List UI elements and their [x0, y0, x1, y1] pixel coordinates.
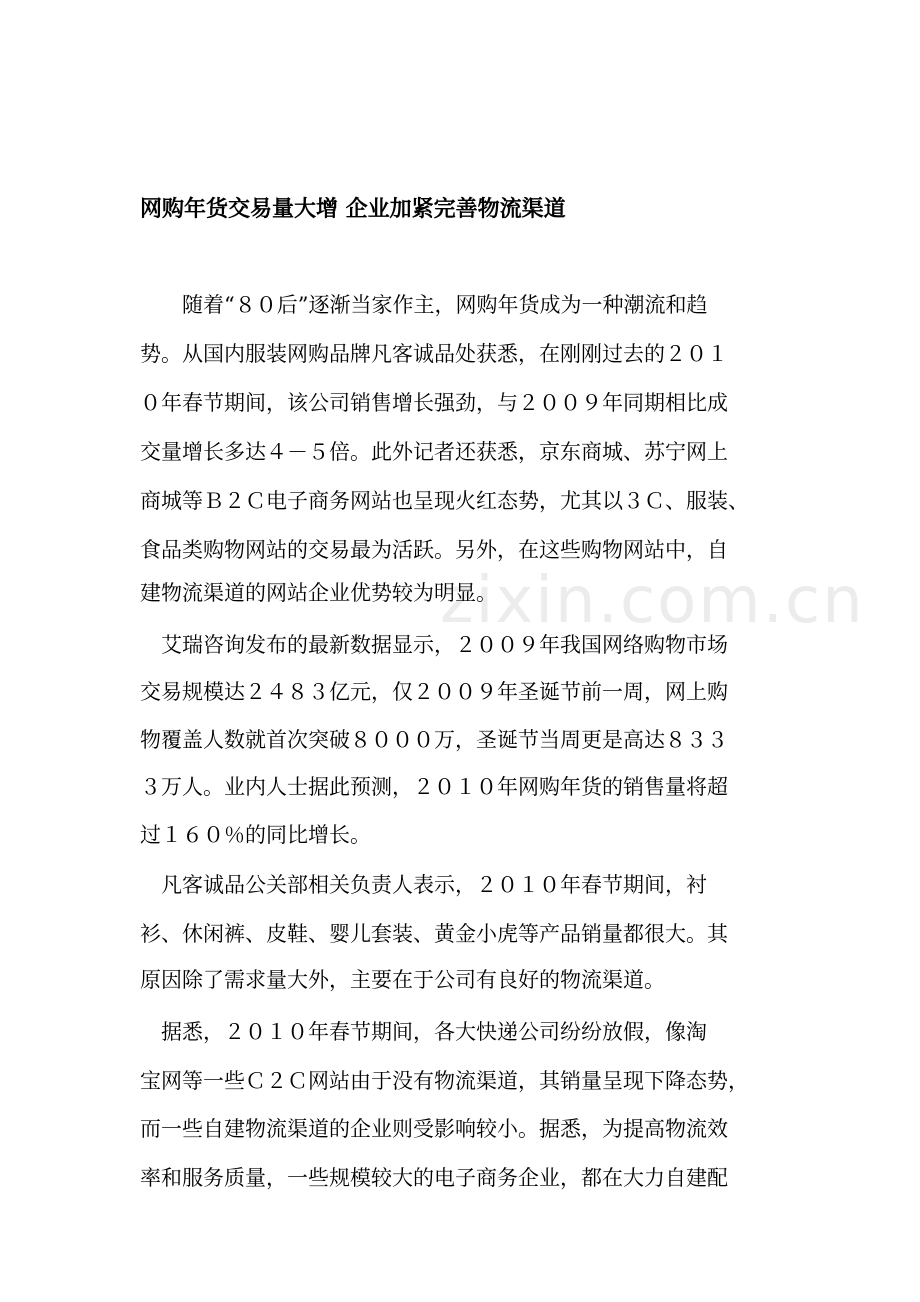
- body-line: 交易规模达２４８３亿元，仅２００９年圣诞节前一周，网上购: [140, 680, 728, 704]
- body-line: 凡客诚品公关部相关负责人表示，２０１０年春节期间，衬: [140, 873, 707, 897]
- body-line: 过１６０％的同比增长。: [140, 823, 371, 847]
- body-line: ３万人。业内人士据此预测，２０１０年网购年货的销售量将超: [140, 775, 728, 799]
- article-title: 网购年货交易量大增 企业加紧完善物流渠道: [140, 197, 566, 222]
- body-line: 艾瑞咨询发布的最新数据显示，２００９年我国网络购物市场: [140, 633, 728, 657]
- body-line: 建物流渠道的网站企业优势较为明显。: [140, 581, 497, 605]
- body-line: 势。从国内服装网购品牌凡客诚品处获悉，在刚刚过去的２０１: [140, 342, 728, 366]
- watermark: zixin.com.cn: [440, 564, 865, 638]
- body-line: 而一些自建物流渠道的企业则受影响较小。据悉，为提高物流效: [140, 1117, 728, 1141]
- body-line: 物覆盖人数就首次突破８０００万，圣诞节当周更是高达８３３: [140, 728, 728, 752]
- body-line: 商城等Ｂ２Ｃ电子商务网站也呈现火红态势，尤其以３Ｃ、服装、: [140, 489, 749, 513]
- body-line: ０年春节期间，该公司销售增长强劲，与２００９年同期相比成: [140, 391, 728, 415]
- body-line: 交量增长多达４－５倍。此外记者还获悉，京东商城、苏宁网上: [140, 440, 728, 464]
- body-line: 据悉，２０１０年春节期间，各大快递公司纷纷放假，像淘: [140, 1020, 707, 1044]
- body-line: 随着“８０后”逐渐当家作主，网购年货成为一种潮流和趋: [140, 293, 708, 317]
- body-line: 食品类购物网站的交易最为活跃。另外，在这些购物网站中，自: [140, 538, 728, 562]
- body-line: 率和服务质量，一些规模较大的电子商务企业，都在大力自建配: [140, 1166, 728, 1190]
- body-line: 宝网等一些Ｃ２Ｃ网站由于没有物流渠道，其销量呈现下降态势，: [140, 1069, 749, 1093]
- body-line: 原因除了需求量大外，主要在于公司有良好的物流渠道。: [140, 968, 665, 992]
- body-line: 衫、休闲裤、皮鞋、婴儿套装、黄金小虎等产品销量都很大。其: [140, 922, 728, 946]
